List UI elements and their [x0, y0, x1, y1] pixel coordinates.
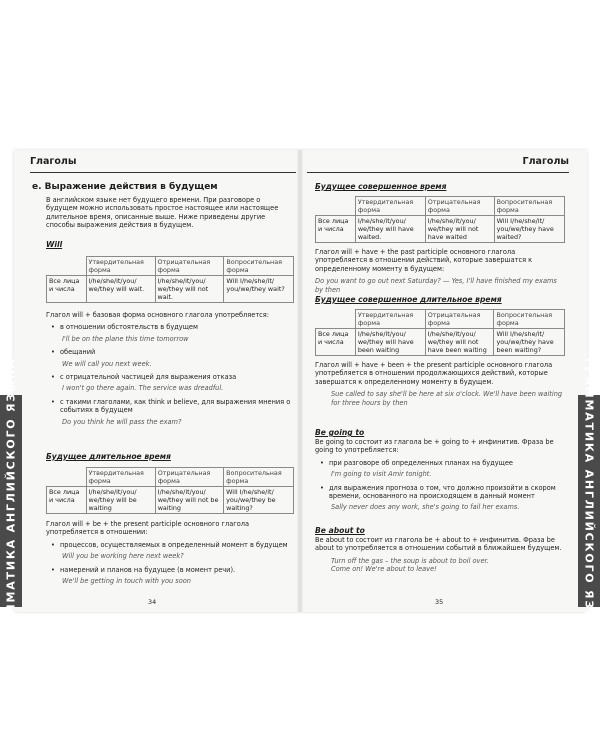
list-item: [60, 323, 294, 331]
subheading-continuous: Будущее длительное время: [46, 452, 171, 461]
header-rule: [307, 172, 569, 173]
will-block: [46, 240, 294, 431]
right-page: [307, 150, 575, 610]
example: Do you think he will pass the exam?: [62, 417, 182, 426]
table-header: Вопросительная форма: [494, 310, 565, 329]
table-header: Отрицательная форма: [425, 197, 494, 216]
example: Sally never does any work, she's going to fail her exams.: [331, 503, 520, 512]
will-uses: [46, 373, 294, 381]
continuous-block: [46, 452, 294, 590]
example: I'm going to visit Amir tonight.: [331, 470, 432, 479]
table-header: Отрицательная форма: [155, 257, 224, 276]
use-text: обещаний: [60, 348, 96, 357]
about-to-rule: Be about to состоит из глагола be + about to + инфинитив. Фраза be about to употребляется в отношении событий в ближайшем будущем.: [315, 536, 562, 553]
example: I won't go there again. The service was dreadful.: [62, 384, 224, 393]
table-cell: I/he/she/it/you/ we/they will have been waiting: [355, 329, 425, 356]
table-cell: Will I/he/she/it/ you/we/they wait?: [224, 276, 294, 303]
going-to-rule: Be going to состоит из глагола be + going to + инфинитив. Фраза be going to употребляется:: [315, 438, 554, 455]
use-text: с отрицательной частицей для выражения отказа: [60, 373, 237, 382]
use-text: процессов, осуществляемых в определенный момент в будущем: [60, 540, 288, 549]
use-text: с такими глаголами, как think и believe, для выражения мнения о событиях в будущем: [60, 397, 291, 415]
will-uses: [46, 348, 294, 356]
perfect-block: [315, 182, 565, 299]
will-uses: [46, 323, 294, 331]
list-item: [60, 566, 294, 574]
row-label: Все лица и числа: [316, 329, 356, 356]
use-text: при разговоре об определенных планах на будущее: [329, 458, 513, 467]
going-to-uses: [315, 459, 565, 467]
row-label: Все лица и числа: [47, 487, 87, 514]
header-rule: [30, 172, 296, 173]
list-item: [60, 398, 294, 415]
subheading-going-to: Be going to: [315, 428, 365, 437]
subheading-about-to: Be about to: [315, 526, 365, 535]
running-head: Глаголы: [30, 156, 77, 167]
subheading-perfect-continuous: Будущее совершенное длительное время: [315, 295, 502, 304]
table-cell: Will I/he/she/it/ you/we/they have waited?: [494, 216, 564, 243]
table-cell: I/he/she/it/you/ we/they will not have waited: [425, 216, 494, 243]
table-cell: I/he/she/it/you/ we/they will not wait.: [155, 276, 224, 303]
table-cell: I/he/she/it/you/ we/they will wait.: [86, 276, 155, 303]
table-header: Утвердительная форма: [355, 310, 425, 329]
table-header: Отрицательная форма: [155, 468, 223, 487]
list-item: [60, 348, 294, 356]
use-text: намерений и планов на будущее (в момент речи).: [60, 565, 236, 574]
example: We'll be getting in touch with you soon: [62, 577, 191, 586]
side-tab-label: ГРАММАТИКА АНГЛИЙСКОГО ЯЗЫКА: [582, 357, 596, 645]
section-future: [32, 182, 294, 230]
list-item: [329, 459, 565, 467]
table-header: Утвердительная форма: [355, 197, 425, 216]
perfect-continuous-rule: Глагол will + have + been + the present participle основного глагола употребляется в отношении продолжающихся действий, которые завершатся к определенному моменту в будущем.: [315, 361, 553, 386]
table-header: Вопросительная форма: [494, 197, 564, 216]
table-header: Вопросительная форма: [224, 257, 294, 276]
perfect-continuous-table: [315, 309, 565, 356]
table-cell: Will I/he/she/it/ you/we/they be waiting?: [224, 487, 294, 514]
table-header: Утвердительная форма: [86, 257, 155, 276]
table-header: Вопросительная форма: [224, 468, 294, 487]
subheading-perfect: Будущее совершенное время: [315, 182, 447, 191]
continuous-uses: [46, 566, 294, 574]
table-cell: I/he/she/it/you/ we/they will have waited.: [355, 216, 425, 243]
list-item: [60, 373, 294, 381]
perfect-rule: Глагол will + have + the past participle основного глагола употребляется в отношении действий, которые завершатся к определенному моменту в будущем:: [315, 248, 533, 273]
will-uses: [46, 398, 294, 415]
table-cell: Will I/he/she/it/ you/we/they have been waiting?: [494, 329, 565, 356]
intro-paragraph: В английском языке нет будущего времени. При разговоре о будущем можно использовать простое настоящее или настоящее длительное время, описанные выше. Ниже приведены другие способы выражения действия в будущем.: [46, 196, 279, 230]
perfect-table: [315, 196, 565, 243]
use-text: в отношении обстоятельств в будущем: [60, 323, 198, 332]
will-table: [46, 256, 294, 303]
continuous-table: [46, 467, 294, 514]
continuous-rule: Глагол will + be + the present participle основного глагола употребляется в отношении:: [46, 520, 250, 537]
example: Come on! We're about to leave!: [331, 565, 437, 574]
list-item: [329, 484, 565, 501]
example: Sue called to say she'll be here at six o'clock. We'll have been waiting for three hours by then: [331, 390, 563, 407]
row-label: Все лица и числа: [47, 276, 87, 303]
will-rule: Глагол will + базовая форма основного глагола употребляется:: [46, 311, 269, 319]
book-gutter: [297, 150, 303, 612]
list-item: [60, 541, 294, 549]
page-number: 34: [148, 597, 157, 606]
use-text: для выражения прогноза о том, что должно произойти в скором времени, основанного на происходящем в данный момент: [329, 483, 556, 501]
section-title: e. Выражение действия в будущем: [32, 182, 218, 192]
perfect-continuous-block: [315, 295, 565, 412]
example: Will you be working here next week?: [62, 552, 184, 561]
left-page: [24, 150, 296, 610]
row-label: Все лица и числа: [316, 216, 356, 243]
side-tab-right: [578, 357, 600, 645]
side-tab-left: [0, 357, 22, 645]
table-cell: I/he/she/it/you/ we/they will be waiting: [86, 487, 155, 514]
table-cell: I/he/she/it/you/ we/they will not have been waiting: [425, 329, 494, 356]
example: Turn off the gas – the soup is about to boil over.: [331, 556, 489, 565]
about-to-block: [315, 526, 565, 579]
page-number: 35: [435, 597, 444, 606]
example: We will call you next week.: [62, 359, 152, 368]
example: Do you want to go out next Saturday? — Yes, I'll have finished my exams by then: [315, 277, 557, 294]
running-head: Глаголы: [522, 156, 569, 167]
going-to-block: [315, 428, 565, 517]
table-header: Отрицательная форма: [425, 310, 494, 329]
continuous-uses: [46, 541, 294, 549]
example: I'll be on the plane this time tomorrow: [62, 334, 189, 343]
subheading-will: Will: [46, 240, 63, 249]
table-cell: I/he/she/it/you/ we/they will not be waiting: [155, 487, 223, 514]
table-header: Утвердительная форма: [86, 468, 155, 487]
going-to-uses: [315, 484, 565, 501]
side-tab-label: ГРАММАТИКА АНГЛИЙСКОГО ЯЗЫКА: [4, 357, 18, 645]
